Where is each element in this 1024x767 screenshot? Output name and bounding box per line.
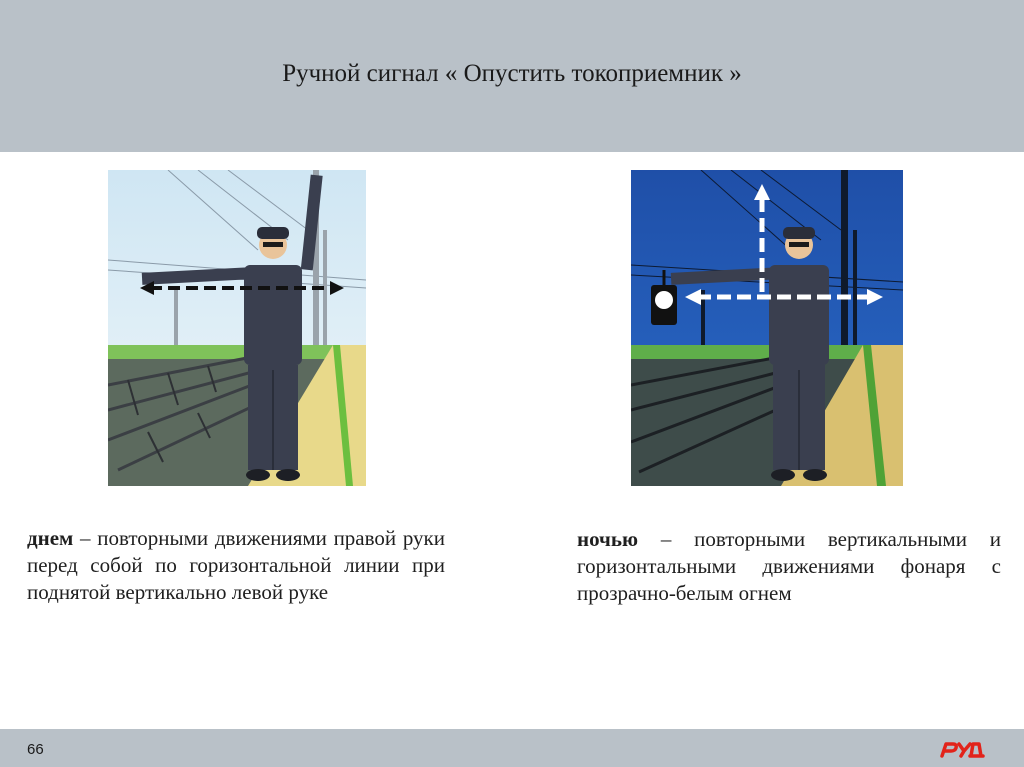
day-text: – повторными движениями правой руки перед собой по горизонтальной линии при поднятой вертикально левой руке [27,526,445,604]
night-signal-description [577,526,1001,607]
night-term: ночью [577,527,639,551]
night-text: – повторными вертикальными и горизонтальными движениями фонаря с прозрачно-белым огнем [577,527,1001,605]
slide-title: Ручной сигнал « Опустить токоприемник » [282,60,742,87]
page-number: 66 [27,741,44,758]
day-signal-description [27,525,445,606]
footer-bar [0,729,1024,767]
night-signal-illustration [631,170,903,486]
day-term: днем [27,526,74,550]
day-signal-illustration [108,170,366,486]
rzd-logo-icon [937,738,985,760]
